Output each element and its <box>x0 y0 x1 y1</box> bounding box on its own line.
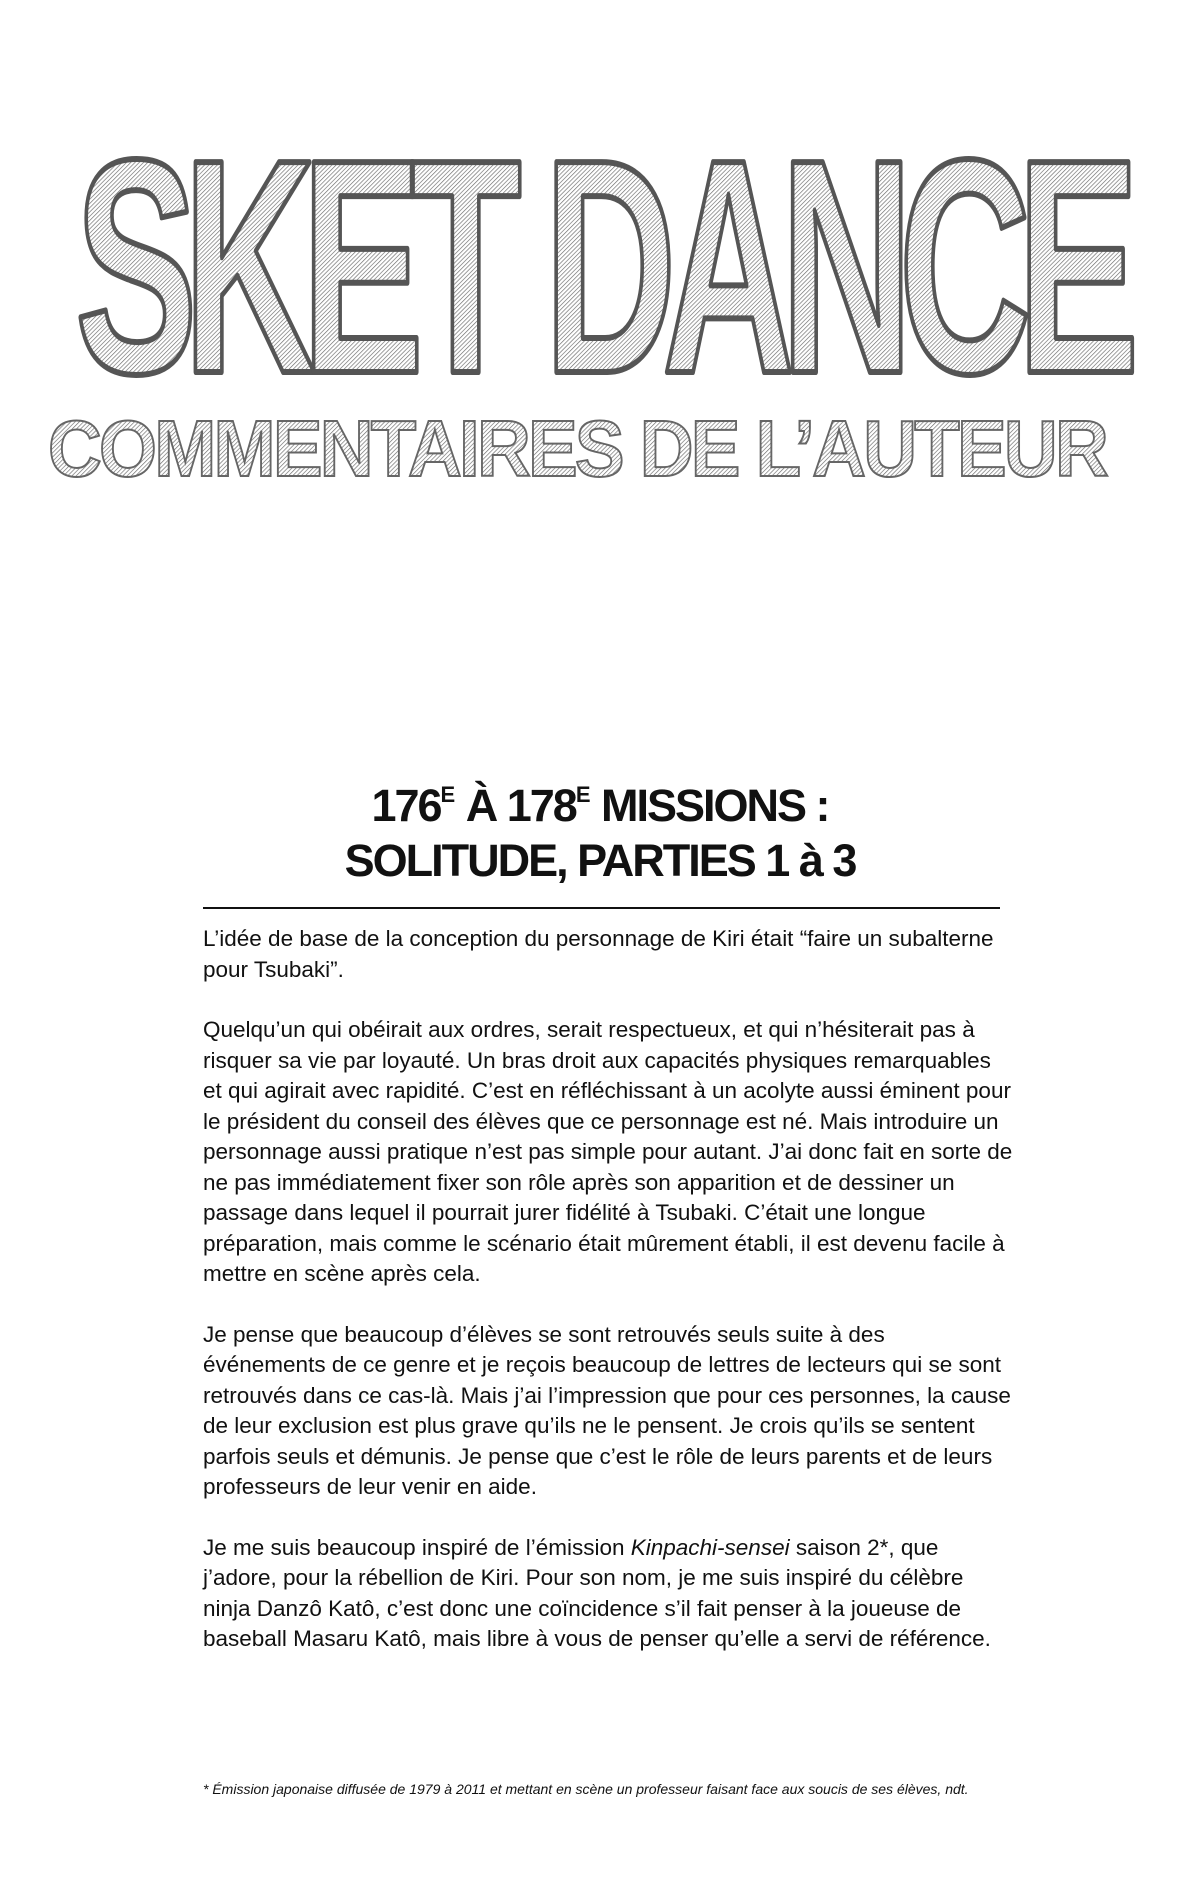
section-title-line-2: SOLITUDE, PARTIES 1 à 3 <box>344 835 856 886</box>
paragraph: Je pense que beaucoup d’élèves se sont retrouvés seuls suite à des événements de ce genre et je reçois beaucoup de lettres de lecteurs qui se sont retrouvés dans ce cas-là. Mais j’ai l’impression que pour ces personnes, la cause de leur exclusion est plus grave qu’ils ne le pensent. Je crois qu’ils se sentent parfois seuls et démunis. Je pense que c’est le rôle de leurs parents et de leurs professeurs de leur venir en aide. <box>203 1321 1011 1499</box>
section-title-line-1: $176^E$ À $178^E$ MISSIONS : <box>371 780 829 831</box>
paragraph-last: Je me suis beaucoup inspiré de l’émission Kinpachi-sensei saison 2*, que j’adore, pour la rébellion de Kiri. Pour son nom, je me suis inspiré du célèbre ninja Danzô Katô, c’est donc une coïncidence s’il fait penser à la joueuse de baseball Masaru Katô, mais libre à vous de penser qu’elle a servi de référence. <box>203 1534 991 1651</box>
paragraph: Quelqu’un qui obéirait aux ordres, serait respectueux, et qui n’hésiterait pas à risquer sa vie par loyauté. Un bras droit aux capacités physiques remarquables et qui agirait avec rapidité. C’est en réfléchissant à un acolyte aussi éminent pour le président du conseil des élèves que ce personnage est né. Mais introduire un personnage aussi pratique n’est pas simple pour autant. J’ai donc fait en sorte de ne pas immédiatement fixer son rôle après son apparition et de dessiner un passage dans lequel il pourrait jurer fidélité à Tsubaki. C’était une longue préparation, mais comme le scénario était mûrement établi, il est devenu facile à mettre en scène après cela. <box>203 1017 1013 1286</box>
sket-dance-header-logo <box>0 0 1200 500</box>
series-title: SKET DANCE <box>75 96 1135 437</box>
header-subtitle: COMMENTAIRES DE L’AUTEUR <box>48 404 1109 493</box>
paragraph: L’idée de base de la conception du personnage de Kiri était “faire un subalterne pour Tsubaki”. <box>203 926 994 982</box>
commentary-body <box>203 924 1013 1685</box>
footnote: * Émission japonaise diffusée de 1979 à 2011 et mettant en scène un professeur faisant face aux soucis de ses élèves, ndt. <box>203 1781 969 1797</box>
title-divider <box>203 907 1000 909</box>
show-title: Kinpachi-sensei <box>630 1534 790 1560</box>
